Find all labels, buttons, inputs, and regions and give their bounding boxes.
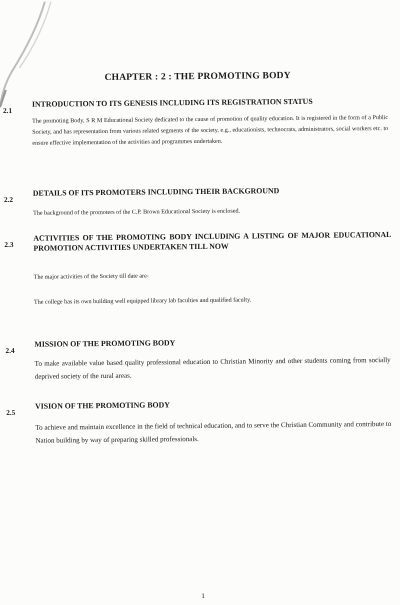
- page-number: 1: [201, 591, 205, 601]
- section-number: 2.1: [2, 105, 13, 116]
- section-number: 2.5: [6, 407, 16, 418]
- section-paragraph: To make available value based quality professional education to Christian Minority and other students coming from socially deprived society of the rural areas.: [34, 356, 391, 381]
- section-paragraph: The promoting Body, S R M Educational Society dedicated to the cause of promotion of quality education. It is registered in the form of a Public Society, and has representation from various related segments of the society, e.g., educationists, technocrats, administrators, social workers etc. to ensure effective implementation of the activities and programmes undertaken.: [32, 115, 389, 147]
- chapter-title: CHAPTER : 2 : THE PROMOTING BODY: [104, 71, 291, 83]
- section-paragraph: The background of the promoters of the C.P. Brown Educational Society is enclosed.: [33, 208, 241, 217]
- section-heading: VISION OF THE PROMOTING BODY: [35, 400, 170, 411]
- section-paragraph: To achieve and maintain excellence in the field of technical education, and to serve the Christian Community and contribute to Nation building by way of preparing skilled professionals.: [35, 420, 392, 445]
- pin-scan-mark-icon: [0, 1, 68, 112]
- section-number: 2.2: [3, 194, 14, 205]
- section-heading: ACTIVITIES OF THE PROMOTING BODY INCLUDING A LISTING OF MAJOR EDUCATIONAL PROMOTION ACTIVITIES UNDERTAKEN TILL NOW: [33, 229, 392, 253]
- section-heading: INTRODUCTION TO ITS GENESIS INCLUDING ITS REGISTRATION STATUS: [31, 96, 313, 109]
- section-paragraph: The college has its own building well equipped library lab faculties and qualified faculty.: [33, 297, 252, 306]
- section-paragraph: The major activities of the Society till date are-: [33, 273, 149, 281]
- section-number: 2.4: [5, 345, 15, 356]
- section-number: 2.3: [4, 239, 14, 250]
- section-heading: MISSION OF THE PROMOTING BODY: [34, 338, 176, 349]
- section-heading: DETAILS OF ITS PROMOTERS INCLUDING THEIR BACKGROUND: [32, 186, 280, 198]
